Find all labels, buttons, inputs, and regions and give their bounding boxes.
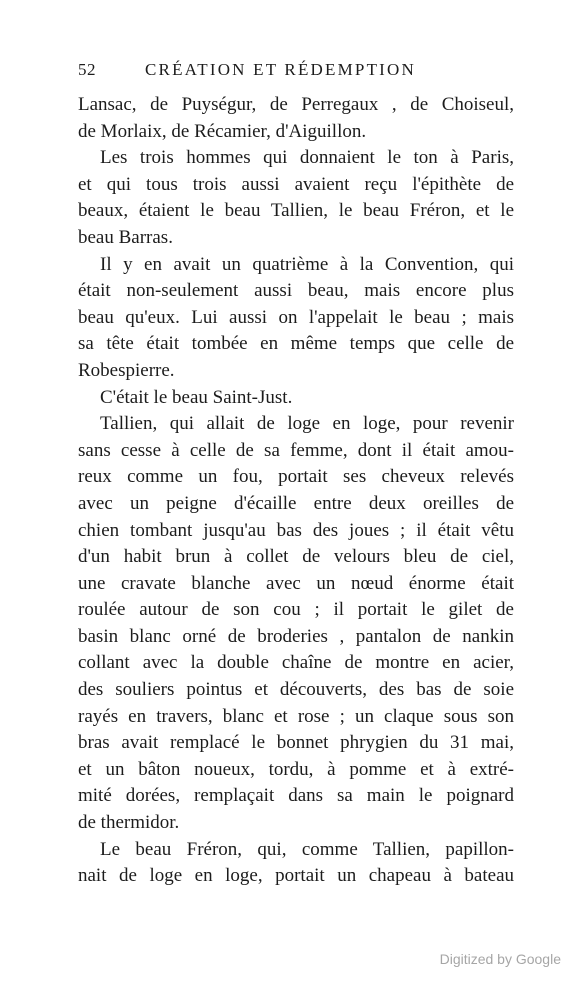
text-line: Lansac, de Puységur, de Perregaux , de Choiseul,: [78, 94, 514, 115]
text-line: sans cesse à celle de sa femme, dont il était amou-: [78, 439, 514, 461]
text-line: était non-seulement aussi beau, mais encore plus: [78, 280, 514, 302]
text-line: chien tombant jusqu'au bas des joues ; il était vêtu: [78, 519, 514, 541]
text-line: beaux, étaient le beau Tallien, le beau Fréron, et le: [78, 200, 514, 222]
text-line: des souliers pointus et découverts, des bas de soie: [78, 679, 514, 701]
text-line: une cravate blanche avec un nœud énorme était: [78, 572, 514, 594]
text-line: et qui tous trois aussi avaient reçu l'épithète de: [78, 173, 514, 195]
text-line: de thermidor.: [78, 812, 180, 834]
body-text: [78, 92, 514, 890]
page-header: [78, 60, 518, 86]
text-line: Robespierre.: [78, 359, 175, 381]
text-line: Tallien, qui allait de loge en loge, pour revenir: [100, 413, 514, 435]
text-line: mité dorées, remplaçait dans sa main le poignard: [78, 785, 514, 807]
text-line: C'était le beau Saint-Just.: [100, 386, 293, 408]
text-line: avec un peigne d'écaille entre deux oreilles de: [78, 492, 514, 514]
text-line: basin blanc orné de broderies , pantalon de nankin: [78, 625, 514, 647]
text-line: beau qu'eux. Lui aussi on l'appelait le beau ; mais: [78, 306, 514, 328]
text-line: Il y en avait un quatrième à la Convention, qui: [100, 253, 514, 275]
text-line: beau Barras.: [78, 226, 173, 248]
running-title: CRÉATION ET RÉDEMPTION: [145, 60, 416, 79]
page-number: 52: [78, 60, 96, 79]
text-line: Le beau Fréron, qui, comme Tallien, papillon-: [100, 838, 514, 860]
text-line: sa tête était tombée en même temps que celle de: [78, 333, 514, 355]
text-line: de Morlaix, de Récamier, d'Aiguillon.: [78, 120, 367, 142]
text-line: et un bâton noueux, tordu, à pomme et à extré-: [78, 758, 514, 780]
digitization-watermark: Digitized by Google: [439, 951, 561, 967]
text-line: nait de loge en loge, portait un chapeau à bateau: [78, 865, 514, 887]
text-line: bras avait remplacé le bonnet phrygien du 31 mai,: [78, 732, 514, 754]
text-line: rayés en travers, blanc et rose ; un claque sous son: [78, 705, 514, 727]
text-line: Les trois hommes qui donnaient le ton à Paris,: [100, 147, 514, 169]
text-line: collant avec la double chaîne de montre en acier,: [78, 652, 514, 674]
text-line: reux comme un fou, portait ses cheveux relevés: [78, 466, 514, 488]
text-line: roulée autour de son cou ; il portait le gilet de: [78, 599, 514, 621]
text-line: d'un habit brun à collet de velours bleu de ciel,: [78, 546, 514, 568]
